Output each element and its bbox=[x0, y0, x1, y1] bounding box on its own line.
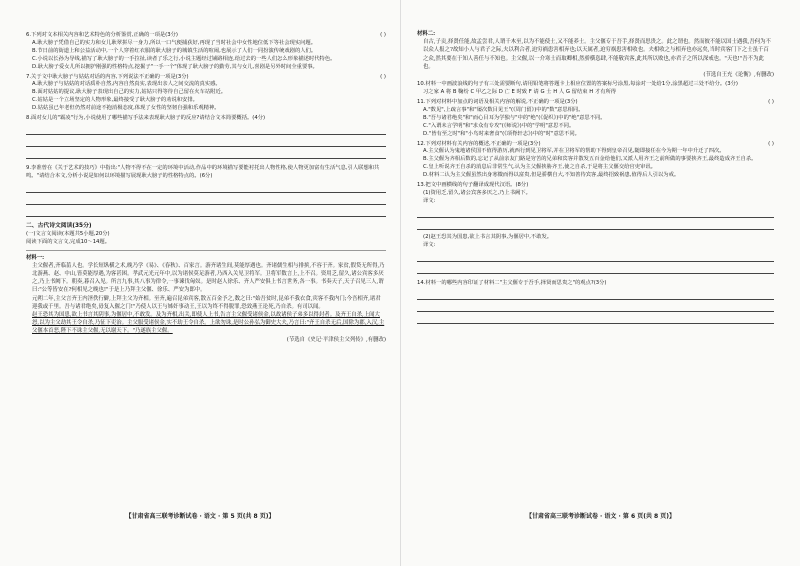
option-b: B.节日前的街道上和公益活动中,一个人穿着红衣服的耿大膀子的城镇生活的喧闹,也展示了人们一同扮演传统戏剧的人们。 bbox=[32, 47, 317, 54]
passage-paragraph: 元朔二年,主父言齐王内淫佚行僻,上拜主父为齐相。至齐,遍召昆弟宾客,散五百金予之,数之曰:"始吾贫时,昆弟不我衣食,宾客不我内门;今吾相齐,诸君迎我或千里。吾与诸君绝矣,毋复入偃之门!"乃使人以王与姊奸事动王,王以为终不得脱罪,恐效燕王论死,乃自杀。有司以闻。 bbox=[32, 295, 381, 310]
answer-line[interactable] bbox=[26, 149, 386, 159]
question-12-stem: 12.下列对材料有关内容的概述,不正确的一项是(3分) bbox=[417, 140, 541, 147]
option-a: A.主父偃认为鬼地诸侯国不值得游历,就西行到见卫将军,并在卫将军的帮助下得到皇帝召见,随即接任在今为期一年中升迁了四次。 bbox=[423, 148, 725, 155]
subsection-heading: (一)文言文阅读(本题共5小题,20分) bbox=[26, 230, 110, 237]
option-d: D."皆有至之时"和"小鸟时来奢食"(《项脊轩志》)中的"时"意思不同。 bbox=[423, 130, 580, 137]
question-7-stem: 7.关于文中耿大膀子与姑姑对话的内容,下列说法不正确的一项是(3分) bbox=[26, 73, 189, 80]
page-footer: 【甘肃省高三联考诊断试卷 · 语文 · 第 6 页(共 8 页)】 bbox=[525, 513, 676, 520]
answer-paren: ( ) bbox=[380, 73, 386, 80]
section-heading: 二、古代诗文阅读(35分) bbox=[26, 222, 92, 229]
answer-line[interactable] bbox=[26, 207, 386, 217]
answer-line[interactable] bbox=[417, 290, 774, 300]
option-c: C."入谓未言学明"和"求众有专攻"(《师说》)中的"学明"意思不同。 bbox=[423, 122, 575, 129]
answer-paren: ( ) bbox=[380, 32, 386, 38]
divider bbox=[26, 250, 386, 251]
translation-prompt-2: (2)赵王恐其为国患,欲上书言其阴事,为偃居中,不敢发。 bbox=[423, 233, 553, 240]
option-a: A.耿大膀子凭借自己的实力和女儿耿翠拼尽一身力,所以一口气便捕获好,再现了当时社会中女性地位低下等社会现实问题。 bbox=[32, 39, 317, 46]
translation-label: 译文: bbox=[423, 197, 436, 204]
answer-line[interactable] bbox=[417, 314, 774, 324]
passage-material-2 bbox=[417, 30, 774, 79]
answer-line[interactable] bbox=[417, 302, 774, 312]
source-citation: (节选自《史记·平津侯主父列传》,有删改) bbox=[286, 336, 386, 343]
question-11 bbox=[417, 99, 774, 107]
source-citation: (节选自王充《论衡》,有删改) bbox=[703, 72, 774, 79]
answer-line[interactable] bbox=[26, 137, 386, 147]
answer-line[interactable] bbox=[417, 208, 774, 218]
material-2-title: 材料二: bbox=[417, 31, 436, 37]
question-6-stem: 6.下列对文本相关内容和艺术特色的分析鉴赏,正确的一项是(3分) bbox=[26, 32, 178, 38]
answer-paren: ( ) bbox=[768, 99, 774, 106]
question-6 bbox=[26, 32, 386, 40]
answer-line[interactable] bbox=[26, 183, 386, 193]
translation-label: 译文: bbox=[423, 241, 436, 248]
instructions: 阅读下面的文言文,完成10～14题。 bbox=[26, 238, 111, 245]
answer-line[interactable] bbox=[417, 220, 774, 230]
answer-line[interactable] bbox=[26, 125, 386, 135]
question-9: 9.李准曾在《关于艺术的技巧》中指出:"人物不得不在一定的环境中活动,作品中的环境描写要能衬托出人物性格,使人物更加富有生活气息,引人联想和共鸣。"请结合本文,分析小说是如何以环境描写展现耿大膀子的性格特点的。(6分) bbox=[26, 164, 380, 179]
answer-line[interactable] bbox=[417, 252, 774, 262]
option-c: C.皇上听说齐王自杀的消息后非常生气,认为主父偃挟胁齐王,使之自杀,于是将主父偃交给官吏审讯。 bbox=[423, 164, 656, 171]
passage-material-1 bbox=[26, 254, 386, 344]
answer-line[interactable] bbox=[26, 195, 386, 205]
material-1-title: 材料一: bbox=[26, 254, 45, 261]
passage-paragraph: 自古,子贡,择贤任能,故孟尝君,人谓千木至,以为不能使士,又不能养士。主父偃专于吾手,择贤而思贵之。此之谓也。然而彼不能以国士遇我,吾何为不以众人报之?故知小人与君子之际,夫以利合者,迫穷祸患害相弃也;以天属者,迫穷祸患害相收也。夫相收之与相弃也亦远矣,当时宾客门下之士虽千百之众,然其要在于知人善任与不知也。主父偃,以一介寒士而取卿相,然骄横恣肆,不能敬宾客,此其所以败也,亦君子之所以深戒也。"天也!"吾不为此也。 bbox=[423, 39, 771, 70]
option-d: D.耿大膀子爱女儿所以拥护刚强的性格特点,挖掘子"一手一个"体现了耿大膀子的勤劳,其与女儿,喜剧是另外时间全重要事。 bbox=[32, 63, 318, 70]
option-a: A."数见",上疏言事"和"屡次数目见王"(《周门留》)中的"数"意思相同。 bbox=[423, 106, 584, 113]
passage-paragraph: 赵王恐其为国患,欲上书言其阴事,为偃居中,不敢发。及为齐相,出关,即使人上书,告言主父偃受诸侯金,以故诸侯子弟多以得封者。及齐王自杀,上闻大怒,以为主父劫其王令自杀,乃征下吏治。主父服受诸侯金,实不劫王令自杀。上欲勿诛,是时公孙弘为御史大夫,乃言曰:"齐王自杀无后,国除为郡,入汉,主父偃本首恶,陛下不诛主父偃,无以谢天下。"乃遂族主父偃。 bbox=[32, 311, 385, 335]
translation-prompt-1: (1)资用乏,留久,诸公宾客多厌之,乃上书阙下。 bbox=[423, 190, 531, 196]
page-6 bbox=[400, 0, 800, 566]
answer-paren: ( ) bbox=[768, 140, 774, 147]
option-b: B.面对姑姑的提议,耿大膀子表现出自己的实力,姑姑只得等待自己留在火车站附近。 bbox=[32, 89, 227, 96]
question-8: 8.面对女儿的"霸凌"行为,小说使用了哪些描写手法来表现耿大膀子的反应?请结合文本简要概括。(4分) bbox=[26, 115, 266, 122]
option-b: B.主父偃为齐相后数的,忘记了从前亲友门路是穷苦的兄弟和宾客并散发五百金给他们,又派人用齐王之前所做的事要挟齐王,最终造成齐王自杀。 bbox=[423, 156, 757, 163]
option-d: D.姑姑虽已年老但仍然对前途不抱消极态度,体现了女性的坚韧自强和乐观精神。 bbox=[32, 105, 220, 112]
option-c: C.姑姑是一个立场坚定的人物形象,最终接受了耿大膀子的劝说和安排。 bbox=[32, 97, 198, 104]
page-footer: 【甘肃省高三联考诊断试卷 · 语文 · 第 5 页(共 8 页)】 bbox=[125, 513, 275, 520]
answer-line[interactable] bbox=[417, 264, 774, 274]
passage-paragraph: 主父偃者,齐临菑人也。学长短纵横之术,晚乃学《易》、《春秋》、百家言。游齐诸生间,莫能厚遇也。齐诸儒生相与排摈,不容于齐。家贫,假贷无所得,乃北游燕、赵、中山,皆莫能厚遇,为客甚困。孝武元光元年中,以为诸侯莫足游者,乃西入关见卫将军。卫将军数言上,上不召。资用乏,留久,诸公宾客多厌之,乃上书阙下。朝奏,暮召入见。所言九事,其八事为律令,一事谏伐匈奴。是时赵人徐乐、齐人严安俱上书言世务,各一事。书奏天子,天子召见三人,谓曰:"公等皆安在?何相见之晚也!"于是上乃拜主父偃、徐乐、严安为郎中。 bbox=[32, 262, 385, 294]
option-a: A.耿大膀子与姑姑的对话质朴自然,内容自然真实,表现出亲人之间交流的真实感。 bbox=[32, 81, 221, 88]
option-d: D.材料二认为主父偃虽然出身寒微而得以富贵,但是骄横自大,不知善待宾客,最终招致祸患,值得后人引以为戒。 bbox=[423, 172, 680, 179]
question-10: 10.材料一中画波浪线的句子有三处需要断句,请用铅笔将答题卡上相应位置的答案标号涂黑,每涂对一处给1分,涂黑超过三处不给分。(3分) bbox=[417, 81, 738, 88]
option-b: B."吾与诸君绝矣"和"而心目耳为学独与"中的"绝"(《促织》)中的"绝"意思不同。 bbox=[423, 114, 606, 121]
question-13: 13.把文中画横线的句子翻译成现代汉语。(8分) bbox=[417, 182, 529, 189]
option-c: C.小说以长孙为导线,描写了耿大膀子的一手拉扯,读者了乐之行,小说主题经过铺路相连,给过去的一些人们怎么形象描述时代特色。 bbox=[32, 55, 336, 62]
question-14: 14.材料一的哪些内容印证了材料二"主父偃专于吾手,择贤而思贵之"的观点?(3分) bbox=[417, 279, 607, 286]
sentence-break-line[interactable]: 习之家 A 将 B 鞠纷 C 甲乙之际 D 亡 E 时致 F 请 G 士 H 人 G 留结束 H 才有所得 bbox=[423, 89, 617, 96]
question-11-stem: 11.下列对材料中加点的词语及相关内容的解说,不正确的一项是(3分) bbox=[417, 99, 578, 106]
